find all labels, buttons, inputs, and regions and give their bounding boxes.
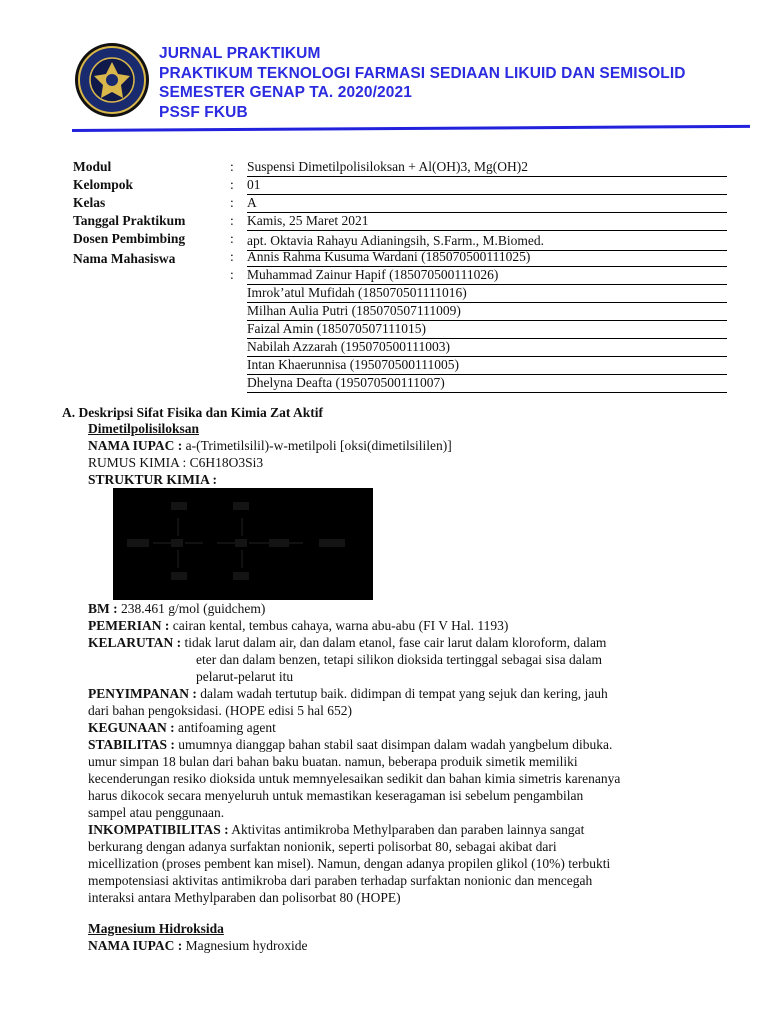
iupac2-label: NAMA IUPAC : — [88, 938, 183, 953]
pemerian-line — [88, 618, 708, 635]
bm-label: BM : — [88, 601, 118, 616]
student-name: Milhan Aulia Putri (185070507111009) — [247, 303, 727, 321]
label-kelas: Kelas — [73, 195, 106, 210]
iupac2-value: Magnesium hydroxide — [182, 938, 308, 953]
colon: : — [230, 249, 234, 264]
iupac-label: NAMA IUPAC : — [88, 438, 183, 453]
kelarutan-cont: eter dan dalam benzen, tetapi silikon dioksida tertinggal sebagai sisa dalam — [196, 652, 602, 667]
student-name: Imrok’atul Mufidah (185070501111016) — [247, 285, 727, 303]
stabilitas-cont: umur simpan 18 bulan dari bahan baku buatan. namun, beberapa produik simetik memiliki — [88, 754, 578, 769]
value-modul: Suspensi Dimetilpolisiloksan + Al(OH)3, Mg(OH)2 — [247, 159, 727, 177]
inkomp-line — [88, 822, 708, 839]
bm-line — [88, 601, 708, 618]
row-mahasiswa-6 — [73, 339, 733, 357]
row-mahasiswa-8 — [73, 375, 733, 393]
subheading-dimetilpolisiloksan: Dimetilpolisiloksan — [88, 421, 200, 436]
kelarutan-line — [88, 635, 708, 652]
rumus-line — [88, 455, 708, 472]
label-dosen: Dosen Pembimbing — [73, 231, 186, 246]
journal-title: JURNAL PRAKTIKUM — [159, 45, 321, 62]
label-kelompok: Kelompok — [73, 177, 134, 192]
student-name: Annis Rahma Kusuma Wardani (185070500111025) — [247, 249, 727, 267]
kegunaan-value: antifoaming agent — [174, 720, 276, 735]
label-tanggal: Tanggal Praktikum — [73, 213, 186, 228]
semester-title: SEMESTER GENAP TA. 2020/2021 — [159, 84, 412, 101]
student-name: Faizal Amin (185070507111015) — [247, 321, 727, 339]
label-modul: Modul — [73, 159, 112, 174]
penyimpanan-value: dalam wadah tertutup baik. didimpan di tempat yang sejuk dan kering, jauh — [196, 686, 608, 701]
row-mahasiswa-5 — [73, 321, 733, 339]
stabilitas-line — [88, 737, 708, 754]
penyimpanan-line — [88, 686, 708, 703]
row-mahasiswa-7 — [73, 357, 733, 375]
header-divider — [72, 125, 750, 132]
row-mahasiswa-3 — [73, 285, 733, 303]
student-name: Intan Khaerunnisa (195070500111005) — [247, 357, 727, 375]
penyimpanan-label: PENYIMPANAN : — [88, 686, 197, 701]
chemical-structure-image — [113, 488, 373, 600]
kegunaan-line — [88, 720, 708, 737]
inkomp-cont: micellization (proses pembent kan misel). Namun, dengan adanya propilen glikol (10%) terbukti — [88, 856, 611, 871]
row-kelompok — [73, 177, 733, 195]
value-kelompok: 01 — [247, 177, 727, 195]
inkomp-value: Aktivitas antimikroba Methylparaben dan paraben lainnya sangat — [228, 822, 585, 837]
bm-value: 238.461 g/mol (guidchem) — [117, 601, 266, 616]
row-dosen — [73, 231, 733, 249]
institution-title: PSSF FKUB — [159, 103, 248, 121]
iupac-line — [88, 438, 708, 455]
colon: : — [230, 231, 234, 246]
document-header — [0, 0, 768, 140]
subheading-magnesium-hidroksida: Magnesium Hidroksida — [88, 921, 224, 936]
student-name: Nabilah Azzarah (195070500111003) — [247, 339, 727, 357]
row-tanggal — [73, 213, 733, 231]
row-mahasiswa-2 — [73, 267, 733, 285]
struktur-label: STRUKTUR KIMIA : — [88, 472, 218, 487]
row-modul — [73, 159, 733, 177]
colon: : — [230, 213, 234, 228]
value-kelas: A — [247, 195, 727, 213]
colon: : — [230, 159, 234, 174]
value-dosen: apt. Oktavia Rahayu Adianingsih, S.Farm., M.Biomed. — [247, 233, 727, 251]
inkomp-cont: berkurang dengan adanya surfaktan nonionik, seperti polisorbat 80, sebagai akibat dari — [88, 839, 557, 854]
pemerian-label: PEMERIAN : — [88, 618, 170, 633]
stabilitas-value: umumnya dianggap bahan stabil saat disimpan dalam wadah yangbelum dibuka. — [174, 737, 613, 752]
rumus-value: : C6H18O3Si3 — [179, 455, 264, 470]
pemerian-value: cairan kental, tembus cahaya, warna abu-abu (FI V Hal. 1193) — [169, 618, 509, 633]
rumus-label: RUMUS KIMIA — [88, 455, 180, 470]
struktur-line — [88, 472, 708, 489]
colon: : — [230, 195, 234, 210]
stabilitas-cont: harus dikocok secara menyeluruh untuk memastikan keseragaman isi sebelum pengambilan — [88, 788, 584, 803]
kelarutan-label: KELARUTAN : — [88, 635, 182, 650]
iupac-value: a-(Trimetilsilil)-w-metilpoli [oksi(dimetilsililen)] — [182, 438, 452, 453]
row-mahasiswa-4 — [73, 303, 733, 321]
stabilitas-label: STABILITAS : — [88, 737, 175, 752]
stabilitas-cont: kecenderungan resiko dioksida untuk memnyelesaikan sedikit dan bahan kimia simetris karenanya — [88, 771, 621, 786]
student-name: Muhammad Zainur Hapif (185070500111026) — [247, 267, 727, 285]
section-heading: A. Deskripsi Sifat Fisika dan Kimia Zat Aktif — [62, 405, 324, 420]
penyimpanan-cont: dari bahan pengoksidasi. (HOPE edisi 5 hal 652) — [88, 703, 352, 718]
course-title: PRAKTIKUM TEKNOLOGI FARMASI SEDIAAN LIKUID DAN SEMISOLID — [159, 64, 686, 82]
university-seal-icon — [74, 42, 150, 118]
row-mahasiswa-1 — [73, 249, 733, 267]
iupac2-line — [88, 938, 708, 955]
colon: : — [230, 177, 234, 192]
colon: : — [230, 267, 234, 282]
inkomp-cont: interaksi antara Methylparaben dan polisorbat 80 (HOPE) — [88, 890, 401, 905]
value-tanggal: Kamis, 25 Maret 2021 — [247, 213, 727, 231]
stabilitas-cont: sampel atau penggunaan. — [88, 805, 225, 820]
kegunaan-label: KEGUNAAN : — [88, 720, 175, 735]
inkomp-label: INKOMPATIBILITAS : — [88, 822, 229, 837]
student-name: Dhelyna Deafta (195070500111007) — [247, 375, 727, 393]
label-mahasiswa: Nama Mahasiswa — [73, 251, 176, 266]
row-kelas — [73, 195, 733, 213]
inkomp-cont: mempotensiasi aktivitas antimikroba dari paraben terhadap surfaktan nonionic dan mencegah — [88, 873, 593, 888]
kelarutan-cont: pelarut-pelarut itu — [196, 669, 294, 684]
kelarutan-value: tidak larut dalam air, dan dalam etanol, fase cair larut dalam kloroform, dalam — [184, 635, 607, 650]
